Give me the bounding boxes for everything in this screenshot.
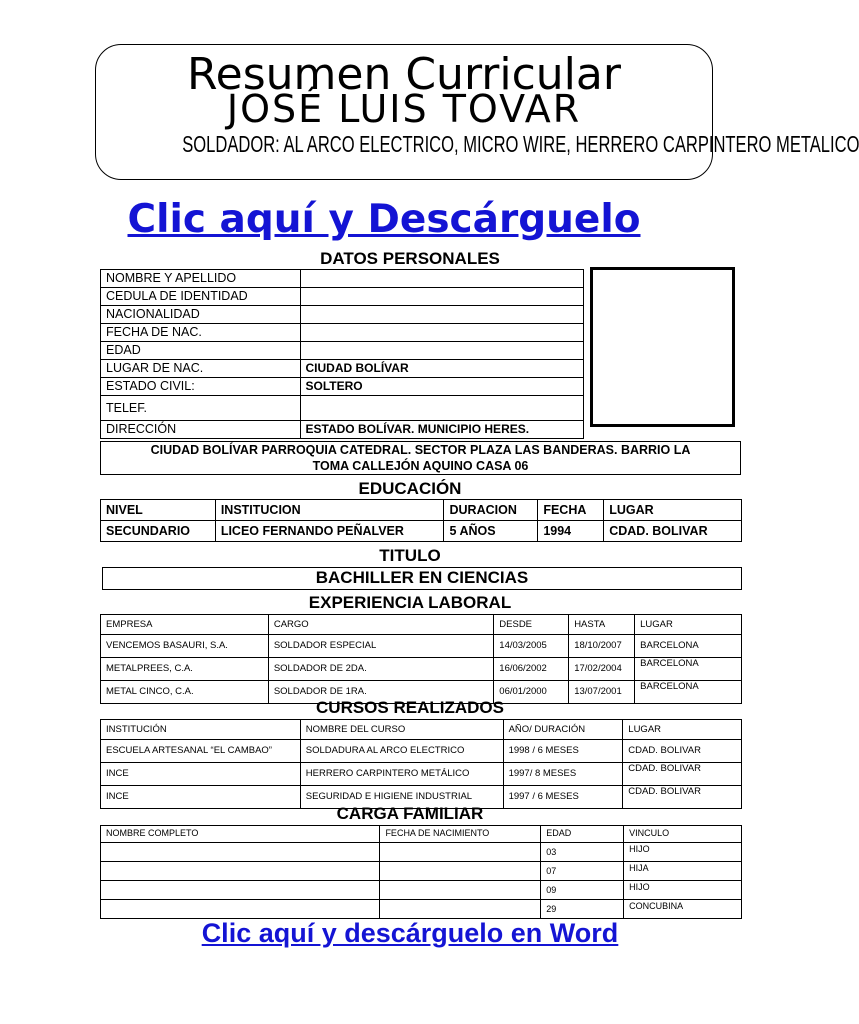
field-label: LUGAR DE NAC. — [101, 360, 301, 378]
table-header-row — [101, 500, 742, 521]
column-header: CARGO — [268, 615, 493, 635]
cursos-heading: CURSOS REALIZADOS — [316, 698, 504, 717]
column-header: NOMBRE COMPLETO — [101, 826, 380, 843]
table-cell: LICEO FERNANDO PEÑALVER — [215, 521, 444, 542]
field-value: CIUDAD BOLÍVAR — [300, 360, 584, 378]
table-row — [101, 421, 584, 439]
field-value — [300, 306, 584, 324]
field-label: EDAD — [101, 342, 301, 360]
column-header: NIVEL — [101, 500, 216, 521]
column-header: FECHA — [538, 500, 604, 521]
table-cell: BARCELONA — [635, 658, 742, 681]
resume-header-box — [95, 44, 859, 180]
resume-subtitle: SOLDADOR: AL ARCO ELECTRICO, MICRO WIRE, HERRERO CARPINTERO METALICO — [182, 131, 859, 157]
table-row — [101, 324, 584, 342]
table-cell: CDAD. BOLIVAR — [604, 521, 742, 542]
address-line: CIUDAD BOLÍVAR PARROQUIA CATEDRAL. SECTOR PLAZA LAS BANDERAS. BARRIO LA — [150, 443, 691, 457]
table-cell: HIJA — [624, 862, 742, 881]
table-cell: 17/02/2004 — [569, 658, 635, 681]
table-row — [101, 378, 584, 396]
table-row — [101, 396, 584, 421]
table-cell: METAL CINCO, C.A. — [101, 681, 269, 704]
field-value — [300, 270, 584, 288]
datos-personales-heading: DATOS PERSONALES — [320, 249, 500, 268]
table-row — [101, 740, 742, 763]
field-label: FECHA DE NAC. — [101, 324, 301, 342]
table-cell: CDAD. BOLIVAR — [623, 763, 742, 786]
table-cell: INCE — [101, 786, 301, 809]
column-header: NOMBRE DEL CURSO — [300, 720, 503, 740]
table-cell: 07 — [541, 862, 624, 881]
carga-familiar-table — [100, 825, 742, 919]
column-header: LUGAR — [604, 500, 742, 521]
table-row — [101, 658, 742, 681]
column-header: INSTITUCIÓN — [101, 720, 301, 740]
address-line: TOMA CALLEJÓN AQUINO CASA 06 — [312, 458, 529, 473]
table-row — [101, 521, 742, 542]
table-row — [101, 342, 584, 360]
table-row — [101, 360, 584, 378]
educacion-table — [100, 499, 742, 542]
table-cell: 5 AÑOS — [444, 521, 538, 542]
table-cell: 29 — [541, 900, 624, 919]
table-cell: 06/01/2000 — [494, 681, 569, 704]
column-header: LUGAR — [635, 615, 742, 635]
table-header-row — [101, 720, 742, 740]
experiencia-heading: EXPERIENCIA LABORAL — [308, 593, 512, 612]
column-header: EMPRESA — [101, 615, 269, 635]
photo-placeholder — [590, 267, 735, 427]
table-cell: 16/06/2002 — [494, 658, 569, 681]
titulo-value: BACHILLER EN CIENCIAS — [102, 567, 742, 590]
field-value — [300, 324, 584, 342]
table-cell — [380, 862, 541, 881]
carga-familiar-heading: CARGA FAMILIAR — [336, 804, 484, 823]
column-header: AÑO/ DURACIÓN — [503, 720, 623, 740]
table-row — [101, 270, 584, 288]
resume-title: Resumen Curricular — [187, 49, 621, 100]
table-cell: SECUNDARIO — [101, 521, 216, 542]
column-header: VINCULO — [624, 826, 742, 843]
field-value: SOLTERO — [300, 378, 584, 396]
table-row — [101, 306, 584, 324]
field-label: NOMBRE Y APELLIDO — [101, 270, 301, 288]
table-cell: 13/07/2001 — [569, 681, 635, 704]
table-cell: METALPREES, C.A. — [101, 658, 269, 681]
experiencia-table — [100, 614, 742, 704]
table-row — [101, 862, 742, 881]
table-cell — [380, 881, 541, 900]
table-cell: HIJO — [624, 881, 742, 900]
table-cell: HERRERO CARPINTERO METÁLICO — [300, 763, 503, 786]
column-header: INSTITUCION — [215, 500, 444, 521]
educacion-heading: EDUCACIÓN — [358, 479, 462, 498]
table-cell: BARCELONA — [635, 635, 742, 658]
table-row — [101, 635, 742, 658]
table-header-row — [101, 826, 742, 843]
table-cell — [101, 843, 380, 862]
table-cell: CDAD. BOLIVAR — [623, 786, 742, 809]
table-cell — [101, 862, 380, 881]
table-cell: CDAD. BOLIVAR — [623, 740, 742, 763]
field-label: ESTADO CIVIL: — [101, 378, 301, 396]
table-cell: SOLDADOR DE 1RA. — [268, 681, 493, 704]
table-row — [101, 763, 742, 786]
column-header: LUGAR — [623, 720, 742, 740]
table-cell: 14/03/2005 — [494, 635, 569, 658]
table-cell: 1997 / 6 MESES — [503, 786, 623, 809]
field-label: TELEF. — [101, 396, 301, 421]
table-cell: 03 — [541, 843, 624, 862]
field-label: CEDULA DE IDENTIDAD — [101, 288, 301, 306]
field-label: DIRECCIÓN — [101, 421, 301, 439]
table-cell — [101, 881, 380, 900]
address-box — [100, 441, 741, 475]
field-value: ESTADO BOLÍVAR. MUNICIPIO HERES. — [300, 421, 584, 439]
table-cell: 1997/ 8 MESES — [503, 763, 623, 786]
table-cell: INCE — [101, 763, 301, 786]
table-cell: 09 — [541, 881, 624, 900]
column-header: DESDE — [494, 615, 569, 635]
table-header-row — [101, 615, 742, 635]
table-cell: 1998 / 6 MESES — [503, 740, 623, 763]
table-cell: SOLDADOR ESPECIAL — [268, 635, 493, 658]
table-row — [101, 881, 742, 900]
table-cell: 18/10/2007 — [569, 635, 635, 658]
field-value — [300, 342, 584, 360]
column-header: EDAD — [541, 826, 624, 843]
table-row — [101, 843, 742, 862]
table-cell: BARCELONA — [635, 681, 742, 704]
table-cell: HIJO — [624, 843, 742, 862]
titulo-heading: TITULO — [379, 546, 441, 565]
table-cell: SEGURIDAD E HIGIENE INDUSTRIAL — [300, 786, 503, 809]
table-cell: VENCEMOS BASAURI, S.A. — [101, 635, 269, 658]
table-cell: ESCUELA ARTESANAL “EL CAMBAO” — [101, 740, 301, 763]
table-cell: SOLDADOR DE 2DA. — [268, 658, 493, 681]
table-row — [101, 288, 584, 306]
resume-name: JOSÉ LUIS TOVAR — [226, 87, 582, 131]
field-value — [300, 396, 584, 421]
table-cell: SOLDADURA AL ARCO ELECTRICO — [300, 740, 503, 763]
field-value — [300, 288, 584, 306]
datos-personales-table — [100, 269, 584, 439]
column-header: HASTA — [569, 615, 635, 635]
field-label: NACIONALIDAD — [101, 306, 301, 324]
table-cell: CONCUBINA — [624, 900, 742, 919]
column-header: DURACION — [444, 500, 538, 521]
download-link[interactable]: Clic aquí y Descárguelo — [127, 197, 641, 242]
table-cell — [380, 843, 541, 862]
table-cell: 1994 — [538, 521, 604, 542]
download-word-link[interactable]: Clic aquí y descárguelo en Word — [201, 918, 619, 948]
cursos-table — [100, 719, 742, 809]
column-header: FECHA DE NACIMIENTO — [380, 826, 541, 843]
